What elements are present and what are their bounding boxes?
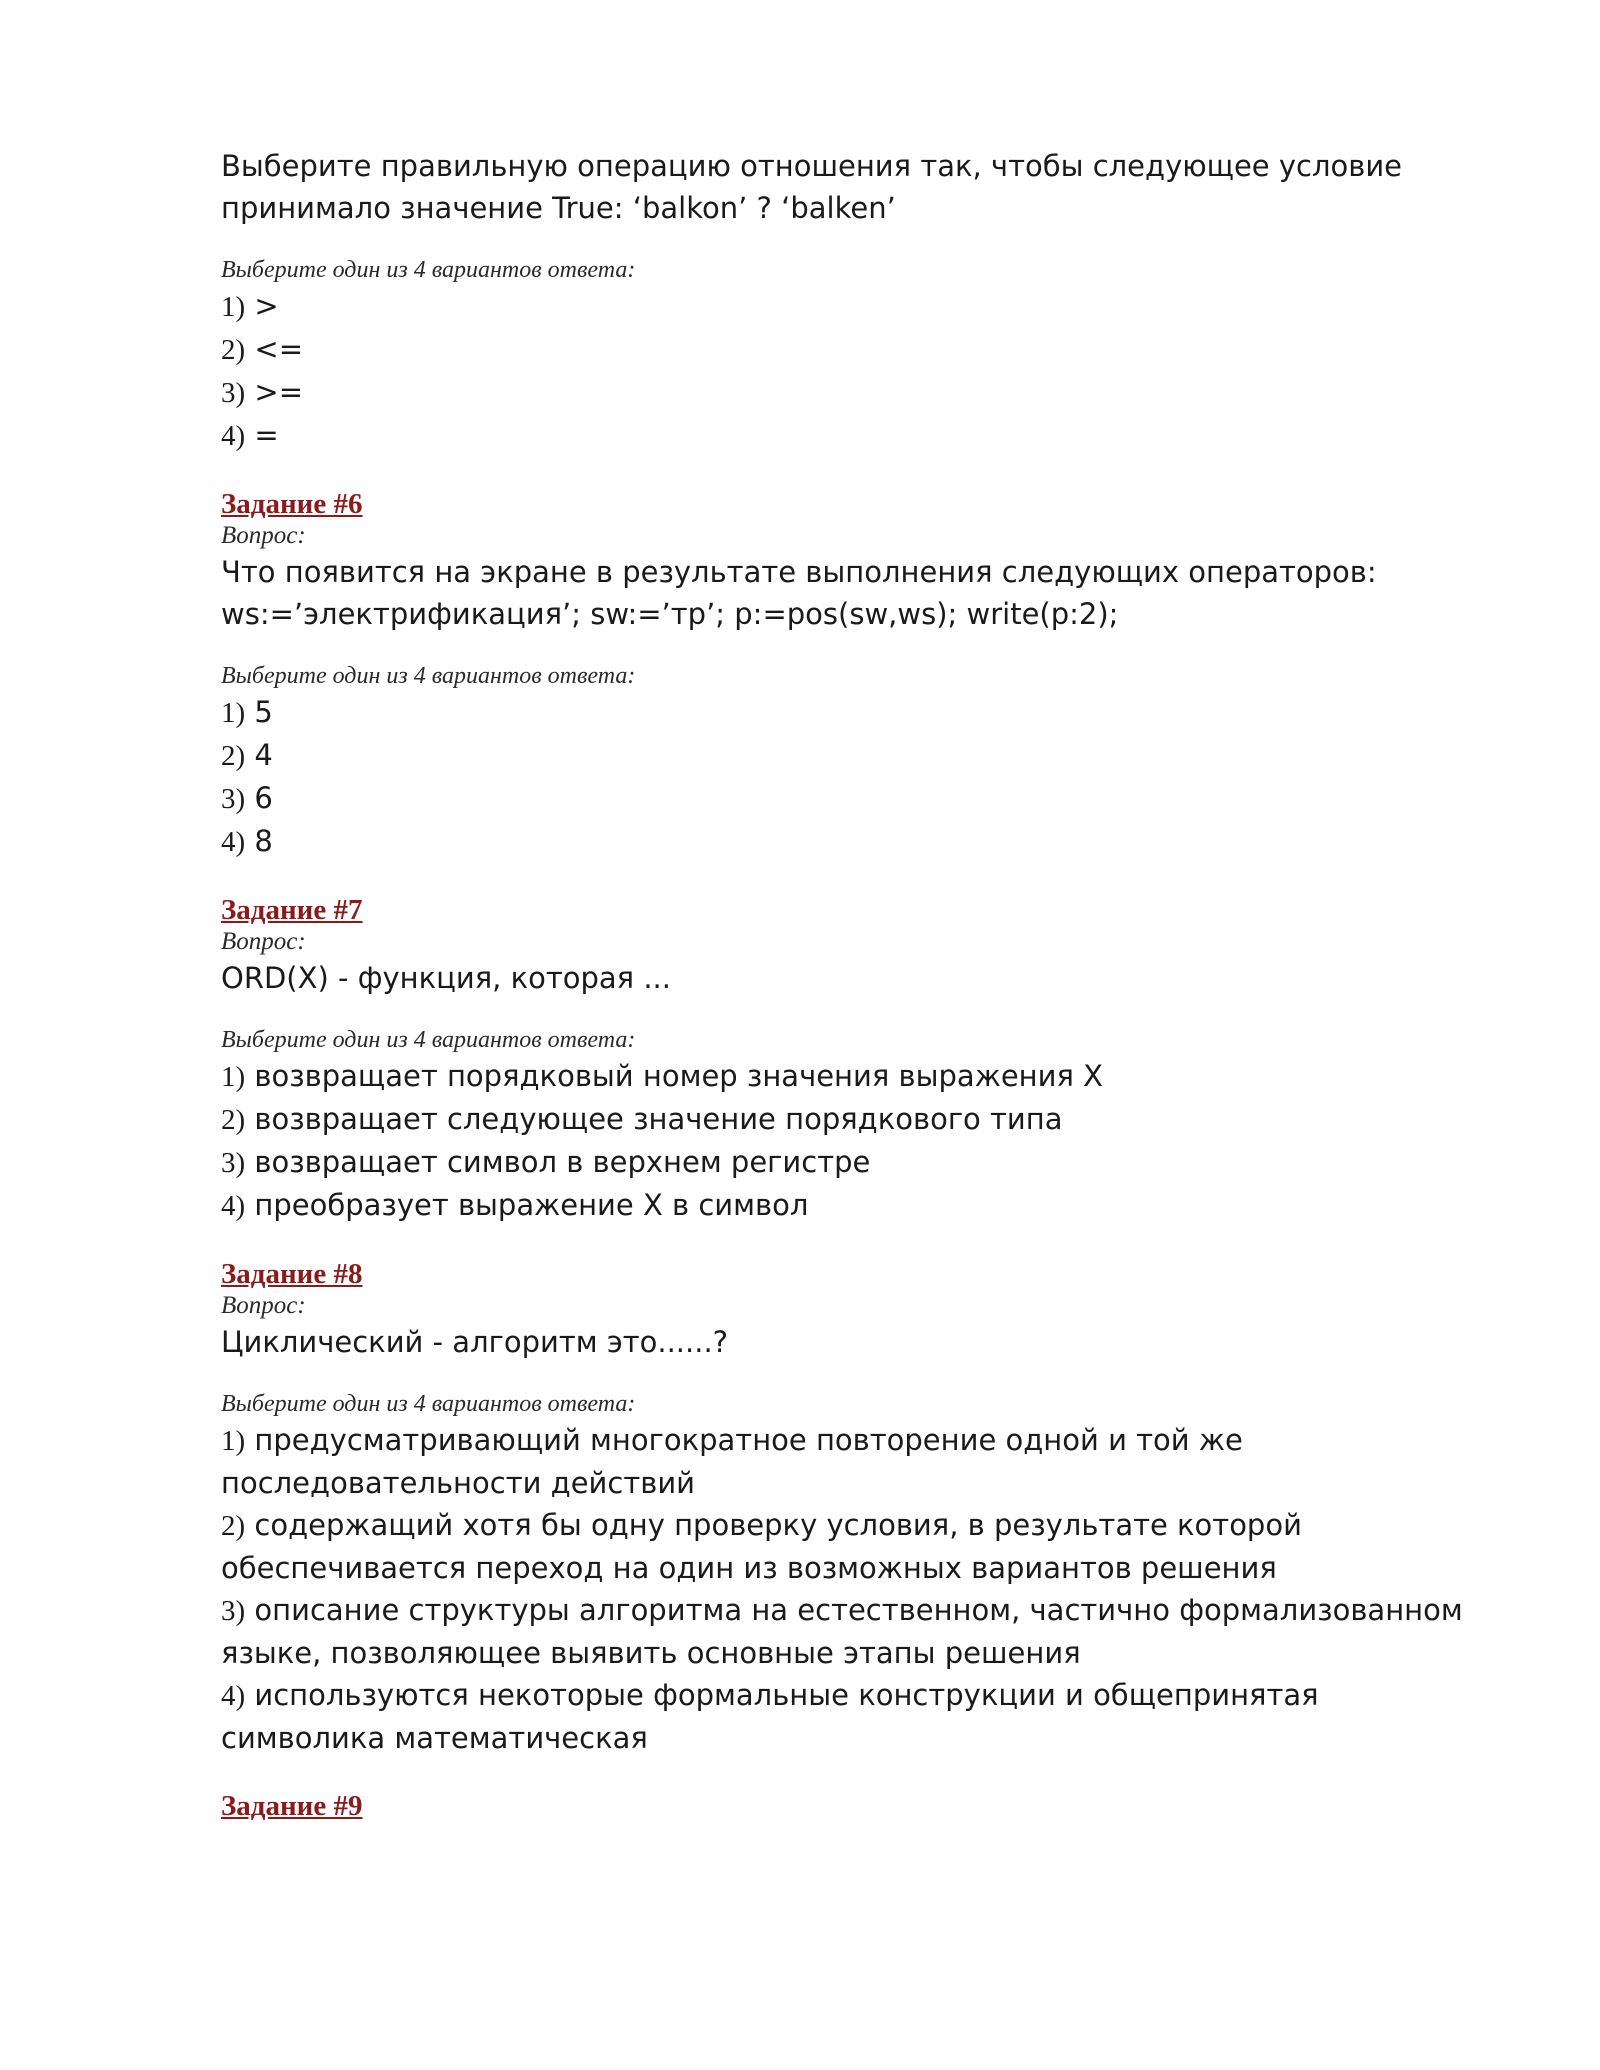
answer-option: 2) возвращает следующее значение порядкового типа <box>221 1102 1063 1136</box>
answer-hint: Выберите один из 4 вариантов ответа: <box>221 1027 636 1053</box>
answer-option: 3) возвращает символ в верхнем регистре <box>221 1145 871 1179</box>
answer-option: 4) используются некоторые формальные конструкции и общепринятая <box>221 1678 1319 1712</box>
answer-option: 1) > <box>221 289 279 323</box>
question-text-line: Выберите правильную операцию отношения так, чтобы следующее условие <box>221 149 1403 183</box>
question-text-line: Циклический - алгоритм это......? <box>221 1325 729 1359</box>
question-label: Вопрос: <box>221 1292 306 1319</box>
answer-option: 4) 8 <box>221 824 273 858</box>
task-8-block <box>221 1257 1481 1789</box>
answer-option-continuation: обеспечивается переход на один из возможных вариантов решения <box>221 1551 1277 1585</box>
answer-option: 4) преобразует выражение X в символ <box>221 1188 809 1222</box>
answer-option: 1) предусматривающий многократное повторение одной и той же <box>221 1423 1243 1457</box>
answer-option: 2) содержащий хотя бы одну проверку условия, в результате которой <box>221 1508 1302 1542</box>
answer-option: 3) описание структуры алгоритма на естественном, частично формализованном <box>221 1593 1463 1627</box>
task-title[interactable]: Задание #6 <box>221 488 363 520</box>
answer-option: 4) = <box>221 418 279 452</box>
question-text-line: принимало значение True: ‘balkon’ ? ‘balken’ <box>221 191 896 225</box>
answer-option-continuation: последовательности действий <box>221 1466 696 1500</box>
question-label: Вопрос: <box>221 928 306 955</box>
task-6-block <box>221 487 1481 893</box>
question-text-line: ws:=’электрификация’; sw:=’тр’; p:=pos(sw,ws); write(p:2); <box>221 597 1119 631</box>
task-title[interactable]: Задание #7 <box>221 894 363 926</box>
answer-option-continuation: символика математическая <box>221 1721 648 1755</box>
answer-option: 2) 4 <box>221 738 273 772</box>
answer-hint: Выберите один из 4 вариантов ответа: <box>221 663 636 689</box>
answer-option: 3) 6 <box>221 781 273 815</box>
answer-hint: Выберите один из 4 вариантов ответа: <box>221 1391 636 1417</box>
task-title[interactable]: Задание #9 <box>221 1790 363 1822</box>
answer-option: 3) >= <box>221 375 303 409</box>
question-label: Вопрос: <box>221 522 306 549</box>
intro-question-block <box>221 145 1481 487</box>
answer-option: 1) 5 <box>221 695 273 729</box>
answer-option: 1) возвращает порядковый номер значения выражения X <box>221 1059 1103 1093</box>
task-9-block <box>221 1789 1481 1823</box>
task-title[interactable]: Задание #8 <box>221 1258 363 1290</box>
answer-option: 2) <= <box>221 332 303 366</box>
answer-hint: Выберите один из 4 вариантов ответа: <box>221 257 636 283</box>
document-page <box>221 145 1481 1823</box>
answer-option-continuation: языке, позволяющее выявить основные этапы решения <box>221 1636 1081 1670</box>
task-7-block <box>221 893 1481 1257</box>
question-text-line: Что появится на экране в результате выполнения следующих операторов: <box>221 555 1377 589</box>
question-text-line: ORD(X) - функция, которая ... <box>221 961 671 995</box>
